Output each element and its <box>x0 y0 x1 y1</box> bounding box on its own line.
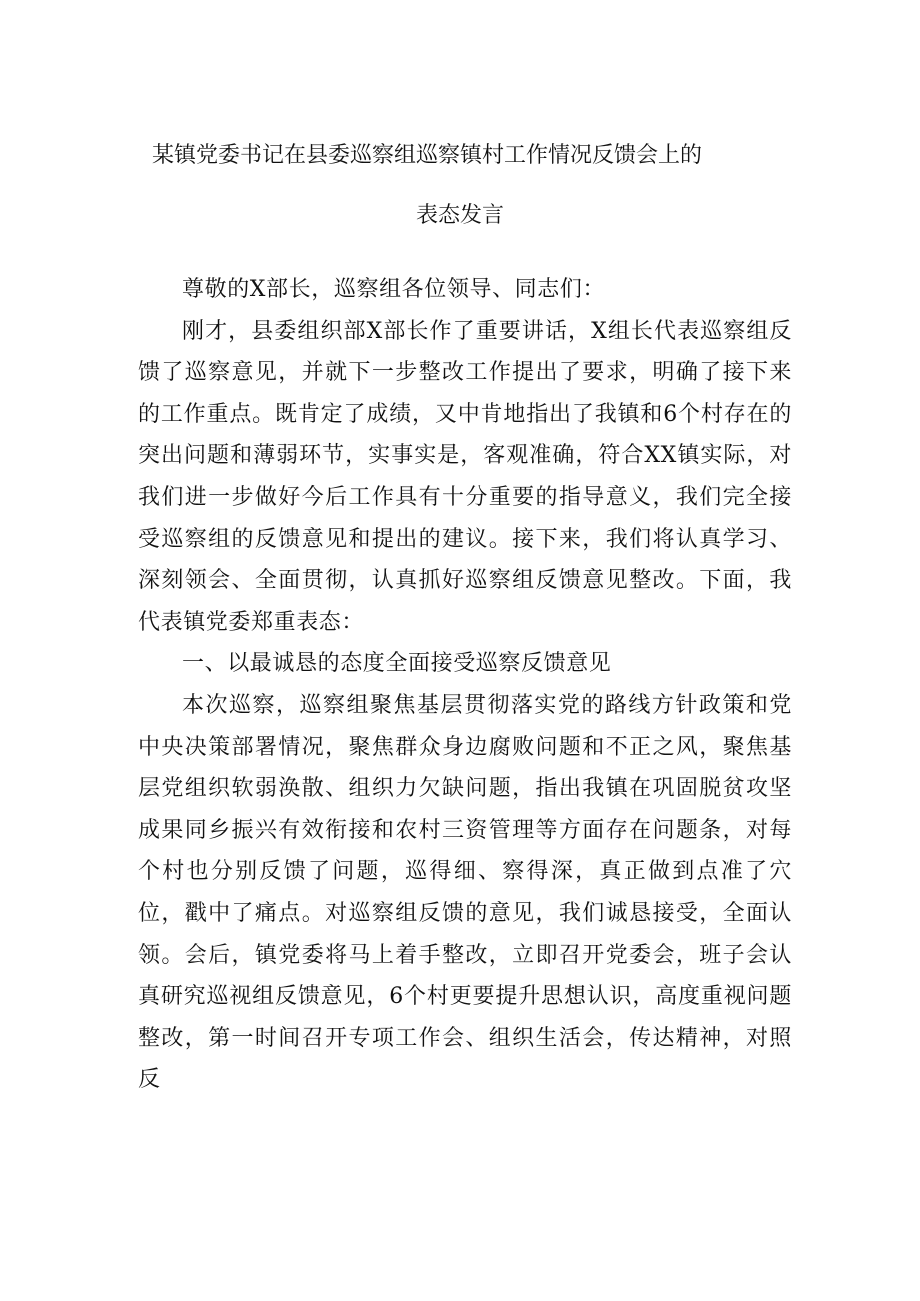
body-paragraph: 本次巡察，巡察组聚焦基层贯彻落实党的路线方针政策和党中央决策部署情况，聚焦群众身边腐败问题和不正之风，聚焦基层党组织软弱涣散、组织力欠缺问题，指出我镇在巩固脱贫攻坚成果同乡振兴有效衔接和农村三资管理等方面存在问题条，对每个村也分别反馈了问题，巡得细、察得深，真正做到点准了穴位，戳中了痛点。对巡察组反馈的意见，我们诚恳接受，全面认领。会后，镇党委将马上着手整改，立即召开党委会，班子会认真研究巡视组反馈意见，6个村更要提升思想认识，高度重视问题整改，第一时间召开专项工作会、组织生活会，传达精神，对照反 <box>138 692 792 1093</box>
section-heading: 一、以最诚恳的态度全面接受巡察反馈意见 <box>182 651 612 677</box>
document-title-line-2: 表态发言 <box>415 203 504 228</box>
body-paragraph: 刚才，县委组织部X部长作了重要讲话，X组长代表巡察组反馈了巡察意见，并就下一步整改工作提出了要求，明确了接下来的工作重点。既肯定了成绩，又中肯地指出了我镇和6个村存在的突出问题和薄弱环节，实事实是，客观准确，符合XX镇实际，对我们进一步做好今后工作具有十分重要的指导意义，我们完全接受巡察组的反馈意见和提出的建议。接下来，我们将认真学习、深刻领会、全面贯彻，认真抓好巡察组反馈意见整改。下面，我代表镇党委郑重表态： <box>138 318 792 635</box>
salutation: 尊敬的X部长，巡察组各位领导、同志们： <box>182 277 606 302</box>
document-body <box>138 269 792 1101</box>
document-title-line-1: 某镇党委书记在县委巡察组巡察镇村工作情况反馈会上的 <box>151 143 702 168</box>
